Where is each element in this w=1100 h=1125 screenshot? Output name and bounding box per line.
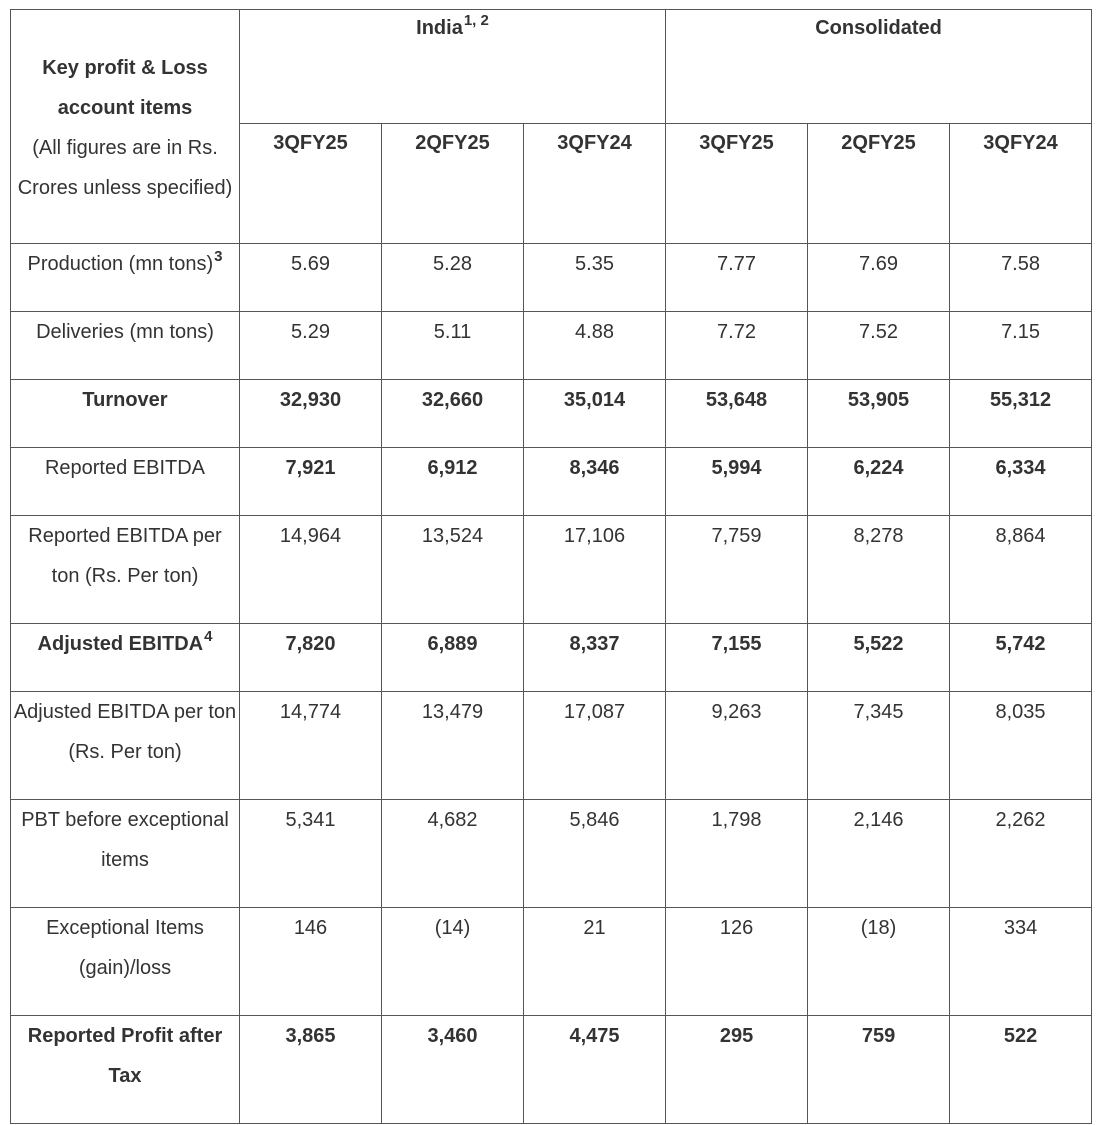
header-title-line-2: account items xyxy=(57,97,193,119)
period-header: 2QFY25 xyxy=(382,124,524,244)
row-label-line: (gain)/loss xyxy=(78,957,172,979)
row-label-footnote: 3 xyxy=(214,248,223,265)
header-note-line-1: (All figures are in Rs. xyxy=(32,137,218,159)
row-label xyxy=(11,312,240,380)
period-header: 3QFY25 xyxy=(240,124,382,244)
value-cell: 6,334 xyxy=(950,448,1092,516)
row-label xyxy=(11,624,240,692)
value-cell: 17,106 xyxy=(524,516,666,624)
table-row xyxy=(11,244,1092,312)
value-cell: 5.29 xyxy=(240,312,382,380)
value-cell: 14,964 xyxy=(240,516,382,624)
value-cell: 32,930 xyxy=(240,380,382,448)
value-cell: 8,346 xyxy=(524,448,666,516)
value-cell: 9,263 xyxy=(666,692,808,800)
value-cell: 522 xyxy=(950,1016,1092,1124)
value-cell: 53,648 xyxy=(666,380,808,448)
group-india-footnote: 1, 2 xyxy=(463,12,489,29)
value-cell: 53,905 xyxy=(808,380,950,448)
value-cell: 146 xyxy=(240,908,382,1016)
row-label xyxy=(11,692,240,800)
value-cell: 3,865 xyxy=(240,1016,382,1124)
value-cell: 5.11 xyxy=(382,312,524,380)
value-cell: 32,660 xyxy=(382,380,524,448)
value-cell: 7.52 xyxy=(808,312,950,380)
table-row xyxy=(11,516,1092,624)
row-label xyxy=(11,380,240,448)
table-row xyxy=(11,312,1092,380)
period-header: 3QFY25 xyxy=(666,124,808,244)
table-row xyxy=(11,380,1092,448)
row-label-line: Reported EBITDA xyxy=(44,457,206,479)
row-label xyxy=(11,448,240,516)
table-row xyxy=(11,908,1092,1016)
row-label-line: Reported EBITDA per xyxy=(28,525,222,547)
value-cell: (14) xyxy=(382,908,524,1016)
header-row-groups xyxy=(11,10,1092,124)
value-cell: 759 xyxy=(808,1016,950,1124)
value-cell: 3,460 xyxy=(382,1016,524,1124)
row-label xyxy=(11,516,240,624)
group-india-label: India xyxy=(416,17,463,39)
table-row xyxy=(11,448,1092,516)
value-cell: 2,146 xyxy=(808,800,950,908)
value-cell: 35,014 xyxy=(524,380,666,448)
row-label xyxy=(11,244,240,312)
row-label-line: Exceptional Items xyxy=(46,917,204,939)
value-cell: 1,798 xyxy=(666,800,808,908)
value-cell: 4,682 xyxy=(382,800,524,908)
value-cell: 7,345 xyxy=(808,692,950,800)
value-cell: 2,262 xyxy=(950,800,1092,908)
row-label-line: Turnover xyxy=(82,389,168,411)
row-label xyxy=(11,1016,240,1124)
pnl-table xyxy=(10,9,1092,1124)
table-row xyxy=(11,1016,1092,1124)
period-header: 3QFY24 xyxy=(524,124,666,244)
value-cell: 5,522 xyxy=(808,624,950,692)
header-label-cell xyxy=(11,10,240,244)
value-cell: 7.69 xyxy=(808,244,950,312)
value-cell: 5.28 xyxy=(382,244,524,312)
row-label-line: Deliveries (mn tons) xyxy=(36,321,214,343)
value-cell: 5.35 xyxy=(524,244,666,312)
value-cell: 334 xyxy=(950,908,1092,1016)
value-cell: 14,774 xyxy=(240,692,382,800)
row-label-line: ton (Rs. Per ton) xyxy=(51,565,199,587)
value-cell: 5,846 xyxy=(524,800,666,908)
value-cell: 7,820 xyxy=(240,624,382,692)
row-label-line: PBT before exceptional xyxy=(21,809,229,831)
value-cell: 7.72 xyxy=(666,312,808,380)
period-header: 2QFY25 xyxy=(808,124,950,244)
value-cell: 5.69 xyxy=(240,244,382,312)
value-cell: 126 xyxy=(666,908,808,1016)
value-cell: 7,759 xyxy=(666,516,808,624)
header-title-line-1: Key profit & Loss xyxy=(42,57,208,79)
value-cell: 8,864 xyxy=(950,516,1092,624)
value-cell: 13,524 xyxy=(382,516,524,624)
table-row xyxy=(11,692,1092,800)
row-label xyxy=(11,908,240,1016)
row-label-line: (Rs. Per ton) xyxy=(68,741,182,763)
value-cell: 7,155 xyxy=(666,624,808,692)
value-cell: 6,889 xyxy=(382,624,524,692)
row-label-line: items xyxy=(101,849,149,871)
value-cell: 7.15 xyxy=(950,312,1092,380)
table-row xyxy=(11,800,1092,908)
value-cell: 21 xyxy=(524,908,666,1016)
row-label-line: Production (mn tons) xyxy=(27,253,214,275)
value-cell: 4.88 xyxy=(524,312,666,380)
group-header-consolidated: Consolidated xyxy=(666,10,1092,124)
value-cell: 6,912 xyxy=(382,448,524,516)
row-label xyxy=(11,800,240,908)
value-cell: 6,224 xyxy=(808,448,950,516)
value-cell: 7,921 xyxy=(240,448,382,516)
group-header-india xyxy=(240,10,666,124)
value-cell: 7.58 xyxy=(950,244,1092,312)
value-cell: 8,278 xyxy=(808,516,950,624)
value-cell: 295 xyxy=(666,1016,808,1124)
value-cell: 5,994 xyxy=(666,448,808,516)
row-label-line: Tax xyxy=(108,1065,142,1087)
period-header: 3QFY24 xyxy=(950,124,1092,244)
value-cell: (18) xyxy=(808,908,950,1016)
table-row xyxy=(11,624,1092,692)
row-label-line: Adjusted EBITDA xyxy=(37,633,204,655)
value-cell: 5,341 xyxy=(240,800,382,908)
row-label-line: Reported Profit after xyxy=(27,1025,223,1047)
value-cell: 5,742 xyxy=(950,624,1092,692)
row-label-line: Adjusted EBITDA per ton xyxy=(13,701,237,723)
value-cell: 8,035 xyxy=(950,692,1092,800)
value-cell: 8,337 xyxy=(524,624,666,692)
value-cell: 17,087 xyxy=(524,692,666,800)
row-label-footnote: 4 xyxy=(204,628,213,645)
value-cell: 13,479 xyxy=(382,692,524,800)
value-cell: 55,312 xyxy=(950,380,1092,448)
header-note-line-2: Crores unless specified) xyxy=(17,177,233,199)
value-cell: 7.77 xyxy=(666,244,808,312)
value-cell: 4,475 xyxy=(524,1016,666,1124)
